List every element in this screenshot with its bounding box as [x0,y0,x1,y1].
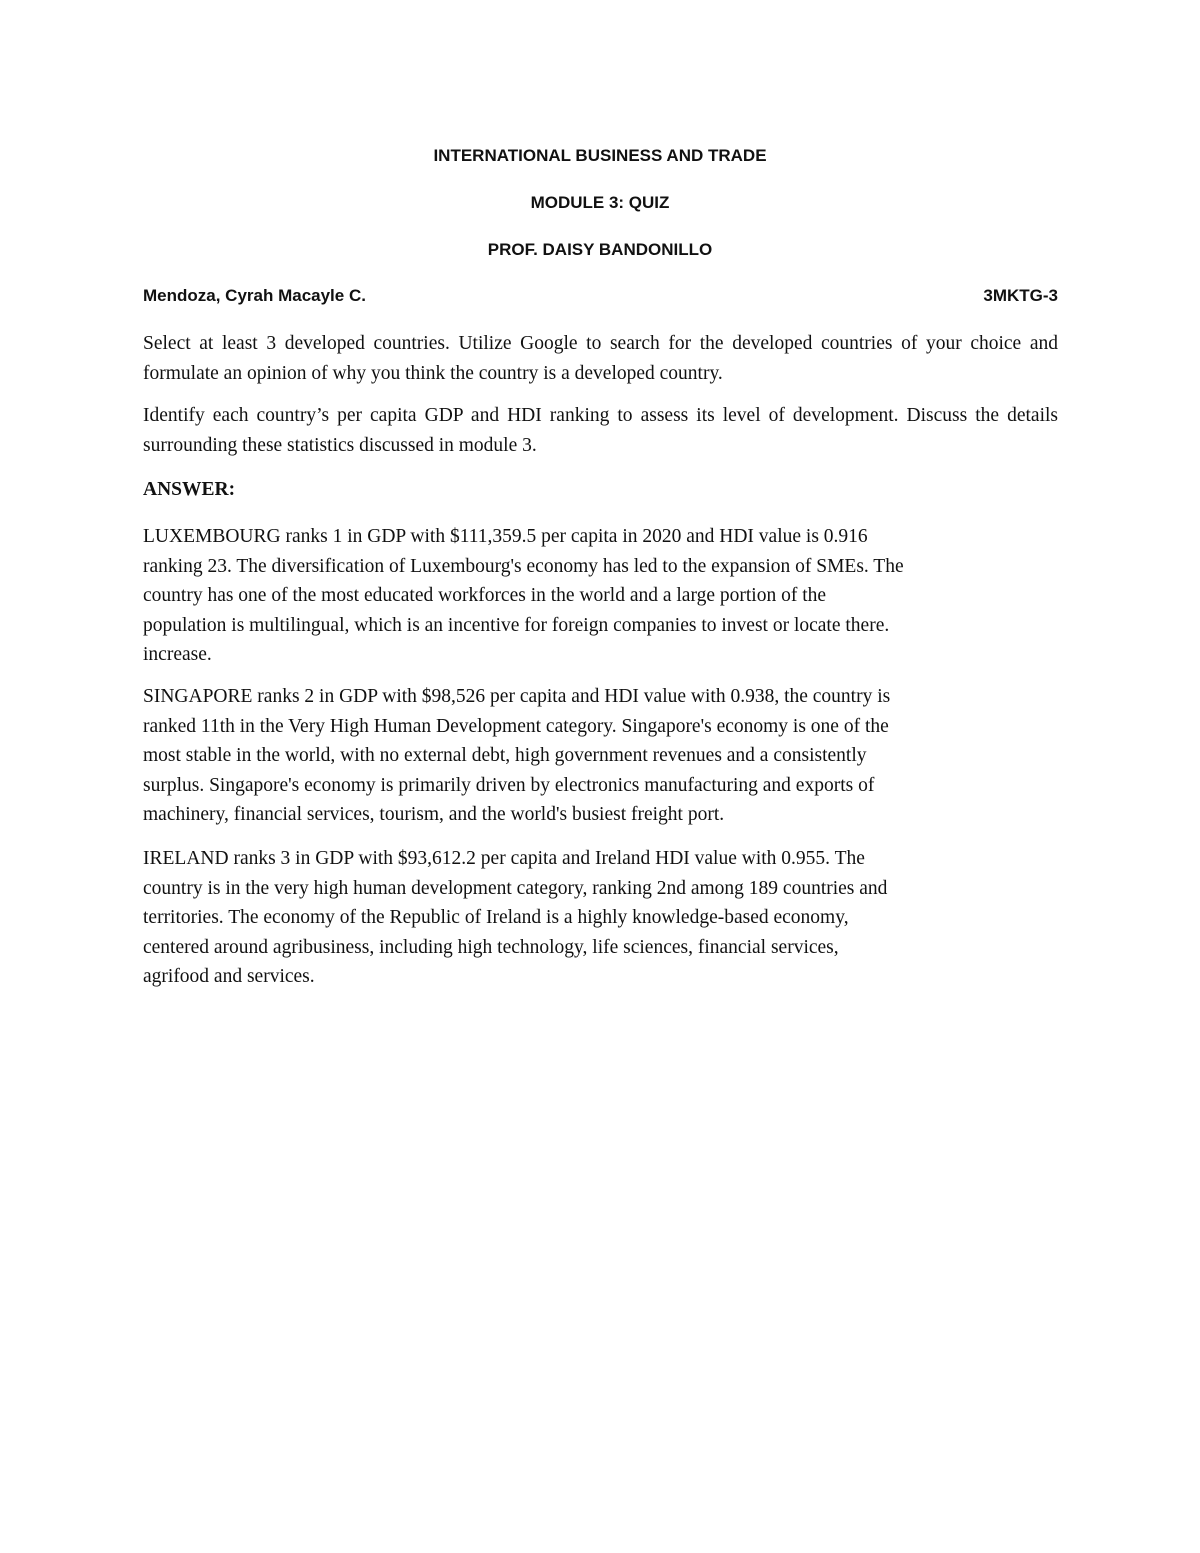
text-line: ranked 11th in the Very High Human Development category. Singapore's economy is one of the [143,715,889,737]
text-line: SINGAPORE ranks 2 in GDP with $98,526 per capita and HDI value with 0.938, the country is [143,686,891,707]
text-line: country has one of the most educated workforces in the world and a large portion of the [143,585,827,606]
text-line: surplus. Singapore's economy is primarily driven by electronics manufacturing and exports of [143,774,875,796]
text-line: machinery, financial services, tourism, and the world's busiest freight port. [143,804,725,825]
section: 3MKTG-3 [983,286,1058,305]
student-name: Mendoza, Cyrah Macayle C. [143,286,366,305]
professor-name: PROF. DAISY BANDONILLO [487,240,713,259]
text-line: territories. The economy of the Republic of Ireland is a highly knowledge-based economy, [143,907,849,928]
text-line: agrifood and services. [143,966,315,987]
answer-singapore [143,682,1058,830]
text-line: ranking 23. The diversification of Luxembourg's economy has led to the expansion of SMEs. The [143,555,904,577]
instruction-paragraph-1: Select at least 3 developed countries. Utilize Google to search for the developed countries of your choice and formulate an opinion of why you think the country is a developed country. [143,333,1058,384]
text-line: centered around agribusiness, including high technology, life sciences, financial services, [143,936,839,958]
answer-label: ANSWER: [143,479,236,500]
answer-luxembourg [143,522,1058,670]
text-line: most stable in the world, with no external debt, high government revenues and a consistently [143,745,867,766]
text-line: LUXEMBOURG ranks 1 in GDP with $111,359.5 per capita in 2020 and HDI value is 0.916 [143,526,868,547]
instruction-paragraph-2: Identify each country’s per capita GDP and HDI ranking to assess its level of development. Discuss the details surrounding these statistics discussed in module 3. [143,405,1058,456]
text-line: country is in the very high human development category, ranking 2nd among 189 countries and [143,877,888,899]
module-title: MODULE 3: QUIZ [530,193,670,212]
course-title: INTERNATIONAL BUSINESS AND TRADE [433,146,767,165]
student-info-row [143,286,1058,306]
answer-ireland [143,844,1058,992]
text-line: IRELAND ranks 3 in GDP with $93,612.2 per capita and Ireland HDI value with 0.955. The [143,848,865,869]
text-line: increase. [143,644,212,665]
text-line: population is multilingual, which is an incentive for foreign companies to invest or locate there. [143,614,890,636]
